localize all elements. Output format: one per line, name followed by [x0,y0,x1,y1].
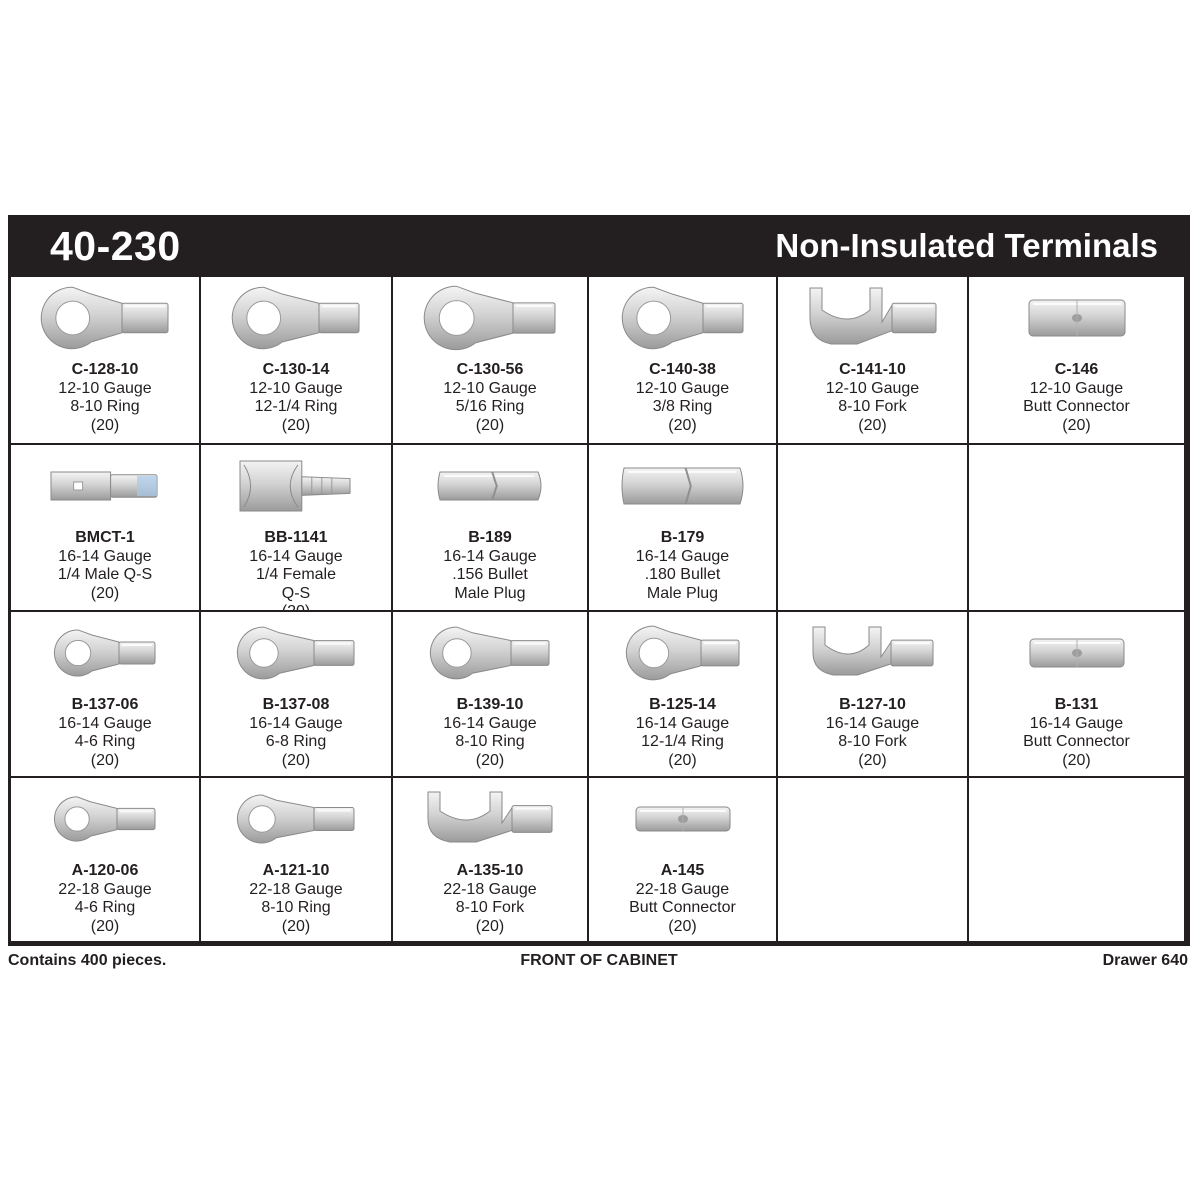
terminal-code: C-140-38 [649,361,716,378]
terminal-spec-line: 12-10 Gauge [443,379,537,397]
terminal-code: C-141-10 [839,361,906,378]
terminal-spec-line: 22-18 Gauge [443,880,537,898]
terminal-spec-line: 16-14 Gauge [249,714,343,732]
drawer-number: Drawer 640 [1102,952,1188,969]
terminal-cell [201,277,391,443]
terminal-cell [201,778,391,941]
terminal-spec-line: Male Plug [454,584,526,602]
terminal-cell [11,778,199,941]
terminal-spec-line: 22-18 Gauge [58,880,152,898]
terminal-spec-line: (20) [475,751,505,769]
ring-terminal-icon [11,283,199,366]
terminal-cell [778,277,967,443]
terminal-description [393,361,587,435]
terminal-spec-line: (20) [90,416,120,434]
terminal-cell [201,612,391,776]
fork-terminal-icon [393,784,587,870]
terminal-description [201,529,391,622]
terminal-description [969,696,1184,770]
terminal-spec-line: 4-6 Ring [74,899,136,916]
empty-cell [778,445,967,610]
terminal-spec-line: Butt Connector [1023,398,1130,415]
terminal-spec-line: 22-18 Gauge [635,880,730,898]
terminal-spec-line: 16-14 Gauge [825,714,920,732]
terminal-description [11,696,199,770]
terminal-cell [969,612,1184,776]
terminal-spec-line: 16-14 Gauge [1029,714,1124,732]
terminal-description [201,696,391,770]
terminal-code: C-146 [1054,361,1099,378]
terminal-cell [393,277,587,443]
terminal-spec-line: Q-S [281,584,311,602]
terminal-spec-line: 8-10 Fork [838,398,907,415]
ring-terminal-icon [589,618,776,705]
terminal-spec-line: 16-14 Gauge [58,714,152,732]
terminal-code: C-130-14 [262,361,330,378]
female-quick-disconnect-icon [201,451,391,535]
terminal-spec-line: 12-1/4 Ring [641,733,724,750]
ring-terminal-icon [393,618,587,706]
terminal-code: BMCT-1 [75,529,135,546]
terminal-cell [11,612,199,776]
terminal-code: B-189 [468,529,512,546]
terminal-code: B-139-10 [456,696,524,713]
terminal-spec-line: Butt Connector [1023,733,1130,750]
terminal-spec-line: (20) [475,917,505,935]
terminal-cell [589,778,776,941]
terminal-spec-line: (20) [668,751,697,769]
ring-terminal-icon [393,283,587,365]
fork-terminal-icon [778,283,967,366]
terminal-code: B-125-14 [649,696,716,713]
terminal-cell [589,277,776,443]
kit-part-number: 40-230 [50,222,181,269]
terminal-code: C-128-10 [71,361,139,378]
ring-terminal-icon [201,618,391,706]
terminal-spec-line: (20) [858,416,887,434]
terminal-spec-line: 22-18 Gauge [249,880,343,898]
terminal-spec-line: (20) [668,416,697,434]
kit-title: Non-Insulated Terminals [775,227,1158,264]
terminal-spec-line: 12-10 Gauge [1029,379,1124,397]
terminal-description [11,862,199,936]
terminal-cell [11,277,199,443]
terminal-spec-line: 16-14 Gauge [443,714,537,732]
label-footer [8,952,1190,976]
terminal-spec-line: (20) [668,917,697,935]
label-header [8,215,1190,277]
terminal-spec-line: 16-14 Gauge [58,547,152,565]
terminal-spec-line: 12-10 Gauge [249,379,343,397]
terminal-spec-line: Butt Connector [629,899,736,916]
terminal-spec-line: 12-10 Gauge [825,379,920,397]
drawer-label-card [8,215,1190,946]
terminal-spec-line: (20) [90,584,120,602]
terminal-code: A-145 [660,862,705,879]
terminal-code: B-137-08 [262,696,330,713]
terminal-description [778,696,967,770]
terminal-spec-line: 1/4 Female [255,566,337,583]
terminal-spec-line: 5/16 Ring [455,398,525,415]
terminal-cell [393,778,587,941]
terminal-cell [969,277,1184,443]
empty-cell [778,778,967,941]
terminal-spec-line: (20) [858,751,887,769]
terminal-spec-line: 3/8 Ring [652,398,713,415]
terminal-code: A-120-06 [71,862,139,879]
terminal-description [11,529,199,603]
terminal-spec-line: .156 Bullet [452,566,528,583]
terminal-spec-line: Male Plug [646,584,719,602]
terminal-spec-line: 16-14 Gauge [635,547,730,565]
terminal-spec-line: .180 Bullet [644,566,721,583]
terminal-spec-line: 12-10 Gauge [58,379,152,397]
cabinet-location: FRONT OF CABINET [520,952,678,969]
terminal-cell [589,612,776,776]
terminal-description [589,862,776,936]
terminal-grid [11,277,1186,943]
terminal-cell [778,612,967,776]
terminal-description [393,696,587,770]
male-quick-disconnect-icon [11,451,199,538]
terminal-description [778,361,967,435]
terminal-spec-line: 12-1/4 Ring [254,398,338,415]
terminal-code: BB-1141 [264,529,328,546]
terminal-spec-line: 8-10 Fork [838,733,907,750]
terminal-code: B-127-10 [839,696,906,713]
terminal-spec-line: 8-10 Ring [455,733,525,750]
terminal-cell [393,445,587,610]
terminal-cell [201,445,391,610]
terminal-cell [393,612,587,776]
ring-terminal-icon [201,283,391,366]
ring-terminal-icon [589,283,776,366]
terminal-cell [11,445,199,610]
terminal-spec-line: (20) [475,416,505,434]
terminal-code: A-121-10 [262,862,330,879]
terminal-spec-line: (20) [281,917,311,935]
terminal-spec-line: 8-10 Fork [455,899,525,916]
piece-count: Contains 400 pieces. [8,952,167,969]
terminal-spec-line: (20) [1062,751,1091,769]
terminal-description [393,862,587,936]
terminal-spec-line: (20) [90,917,120,935]
terminal-spec-line: (20) [1062,416,1091,434]
terminal-description [589,696,776,770]
terminal-spec-line: 12-10 Gauge [635,379,730,397]
terminal-description [589,361,776,435]
terminal-cell [589,445,776,610]
terminal-spec-line: (20) [281,416,311,434]
ring-terminal-icon [201,784,391,874]
terminal-spec-line: 16-14 Gauge [635,714,730,732]
terminal-spec-line: 16-14 Gauge [443,547,537,565]
terminal-code: C-130-56 [456,361,524,378]
terminal-code: B-137-06 [71,696,139,713]
terminal-code: B-131 [1054,696,1099,713]
terminal-spec-line: (20) [281,751,311,769]
terminal-description [589,529,776,603]
terminal-code: B-179 [660,529,705,546]
terminal-spec-line: 8-10 Ring [261,899,331,916]
terminal-spec-line: 4-6 Ring [74,733,136,750]
terminal-code: A-135-10 [456,862,524,879]
terminal-spec-line: (20) [90,751,120,769]
empty-cell [969,445,1184,610]
terminal-description [201,361,391,435]
terminal-description [11,361,199,435]
terminal-spec-line: 1/4 Male Q-S [57,566,153,583]
terminal-description [969,361,1184,435]
terminal-description [393,529,587,603]
terminal-spec-line: 6-8 Ring [265,733,327,750]
empty-cell [969,778,1184,941]
terminal-spec-line: 16-14 Gauge [249,547,343,565]
terminal-description [201,862,391,936]
fork-terminal-icon [778,618,967,705]
terminal-spec-line: 8-10 Ring [70,398,140,415]
